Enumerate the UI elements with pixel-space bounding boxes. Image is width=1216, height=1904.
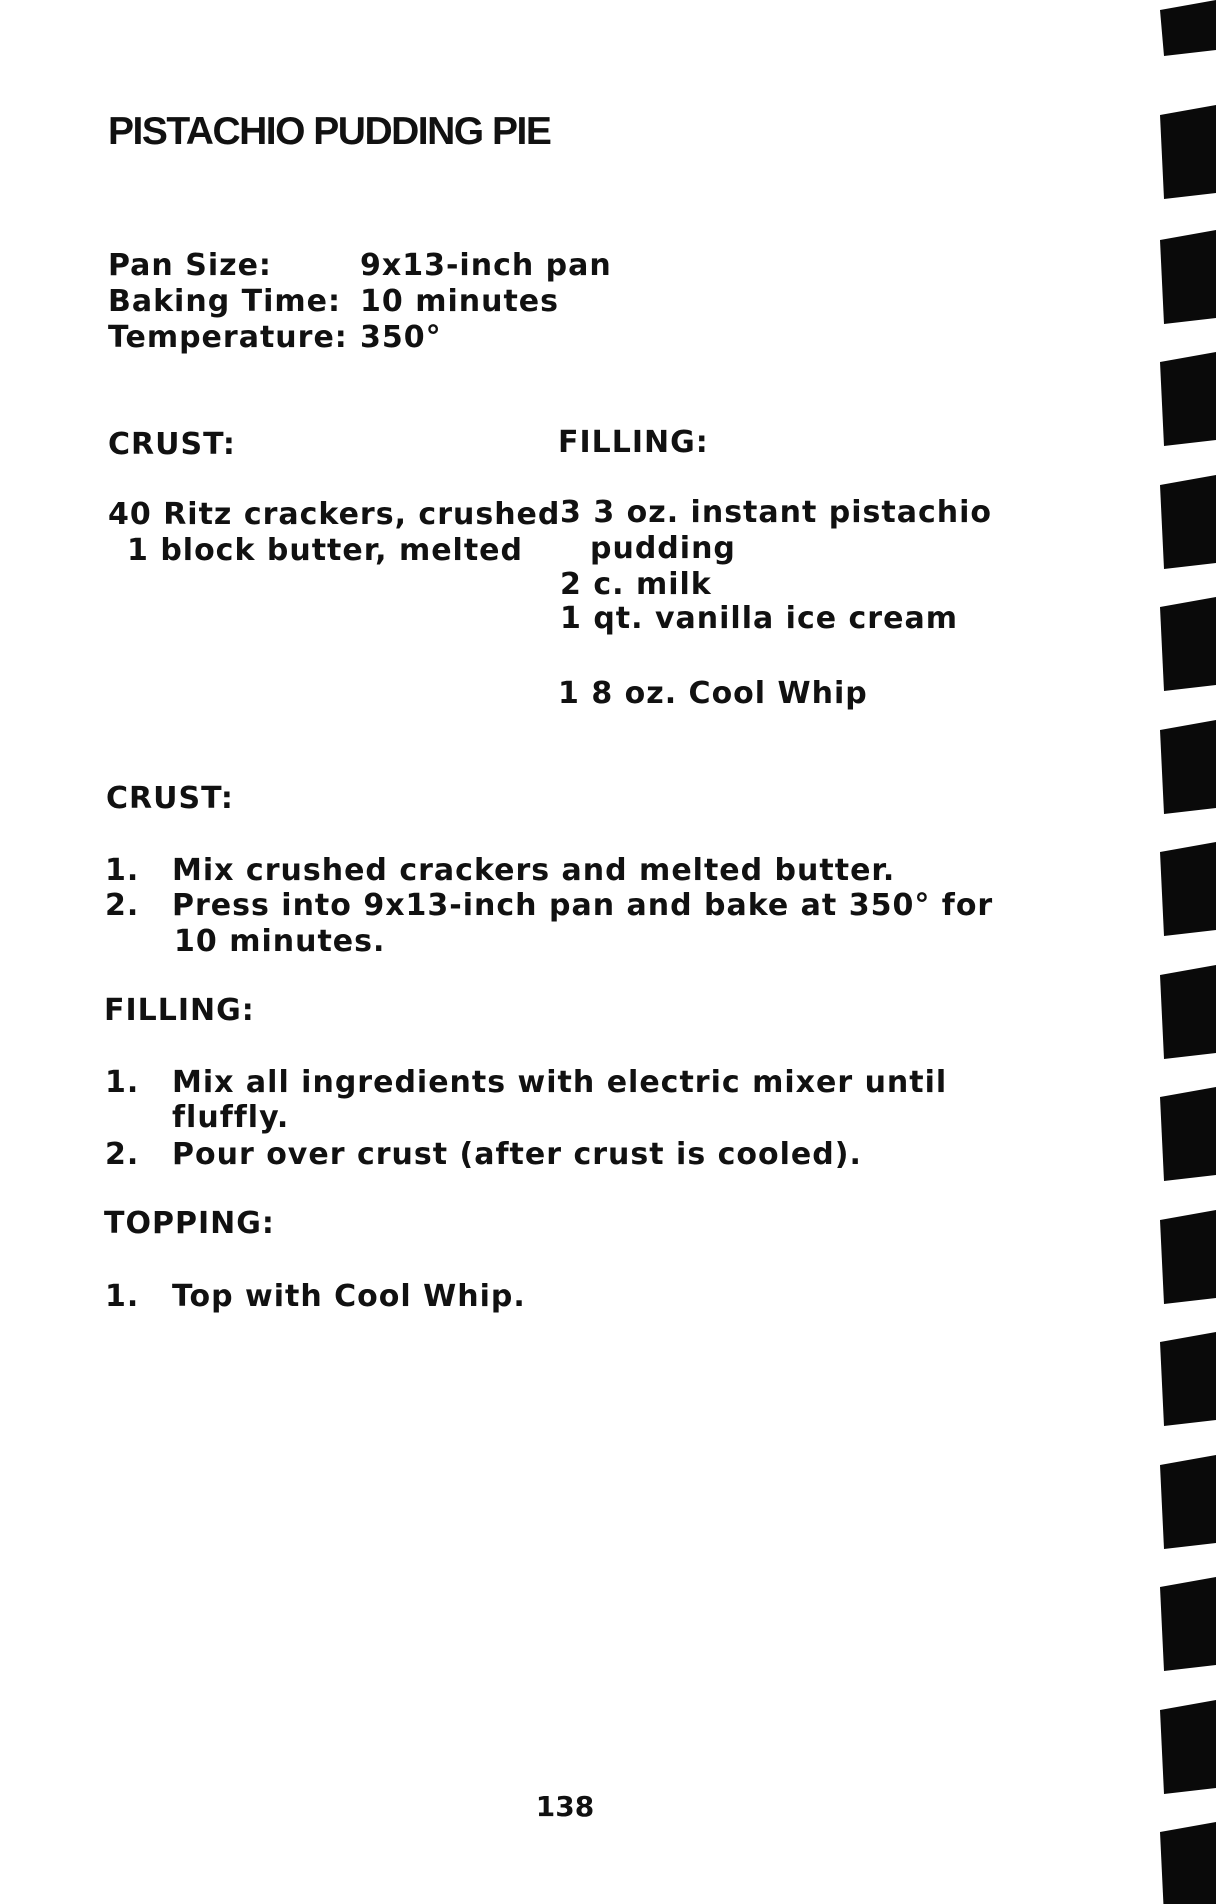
step-text: Pour over crust (after crust is cooled). [172, 1137, 862, 1172]
binding-tab [1160, 1332, 1216, 1426]
binding-tab [1160, 1087, 1216, 1181]
step-number: 2. [105, 888, 140, 923]
directions-filling-heading: FILLING: [104, 993, 255, 1028]
spiral-binding [1150, 0, 1216, 1904]
step-text: Press into 9x13-inch pan and bake at 350° for [172, 888, 994, 923]
crust-ingredient: 40 Ritz crackers, crushed [108, 497, 561, 532]
binding-tab [1160, 842, 1216, 936]
binding-tab [1160, 475, 1216, 569]
page-number: 138 [535, 1790, 595, 1823]
directions-crust-heading: CRUST: [106, 781, 234, 816]
ingredients-crust-heading: CRUST: [108, 427, 236, 462]
filling-ingredient: 1 qt. vanilla ice cream [560, 601, 958, 636]
binding-tab [1160, 1210, 1216, 1304]
step-number: 1. [105, 1065, 140, 1100]
step-text: Mix crushed crackers and melted butter. [172, 853, 896, 888]
binding-tab [1160, 1700, 1216, 1794]
directions-topping-heading: TOPPING: [104, 1206, 275, 1241]
step-text: 10 minutes. [174, 924, 386, 959]
pan-size-value: 9x13-inch pan [360, 248, 612, 283]
baking-time-value: 10 minutes [360, 284, 559, 319]
filling-ingredient: 1 8 oz. Cool Whip [558, 676, 868, 711]
filling-ingredient: pudding [590, 531, 736, 566]
crust-ingredient: 1 block butter, melted [127, 533, 524, 568]
temperature-label: Temperature: [108, 320, 348, 355]
binding-tab [1160, 1822, 1216, 1904]
binding-tab [1160, 230, 1216, 324]
pan-size-label: Pan Size: [108, 248, 272, 283]
baking-time-label: Baking Time: [108, 284, 341, 319]
binding-tab [1160, 965, 1216, 1059]
binding-tab [1160, 105, 1216, 199]
step-number: 1. [105, 853, 140, 888]
binding-tab [1160, 1455, 1216, 1549]
step-text: Mix all ingredients with electric mixer until [172, 1065, 948, 1100]
binding-tab [1160, 1577, 1216, 1671]
binding-tab [1160, 0, 1216, 56]
binding-tab [1160, 597, 1216, 691]
step-number: 1. [105, 1279, 140, 1314]
temperature-value: 350° [360, 320, 442, 355]
binding-tab [1160, 720, 1216, 814]
step-number: 2. [105, 1137, 140, 1172]
filling-ingredient: 3 3 oz. instant pistachio [560, 495, 993, 530]
step-text: Top with Cool Whip. [172, 1279, 526, 1314]
ingredients-filling-heading: FILLING: [558, 425, 709, 460]
filling-ingredient: 2 c. milk [560, 567, 712, 602]
step-text: fluffly. [172, 1100, 290, 1135]
recipe-title: PISTACHIO PUDDING PIE [108, 110, 551, 153]
binding-tab [1160, 352, 1216, 446]
